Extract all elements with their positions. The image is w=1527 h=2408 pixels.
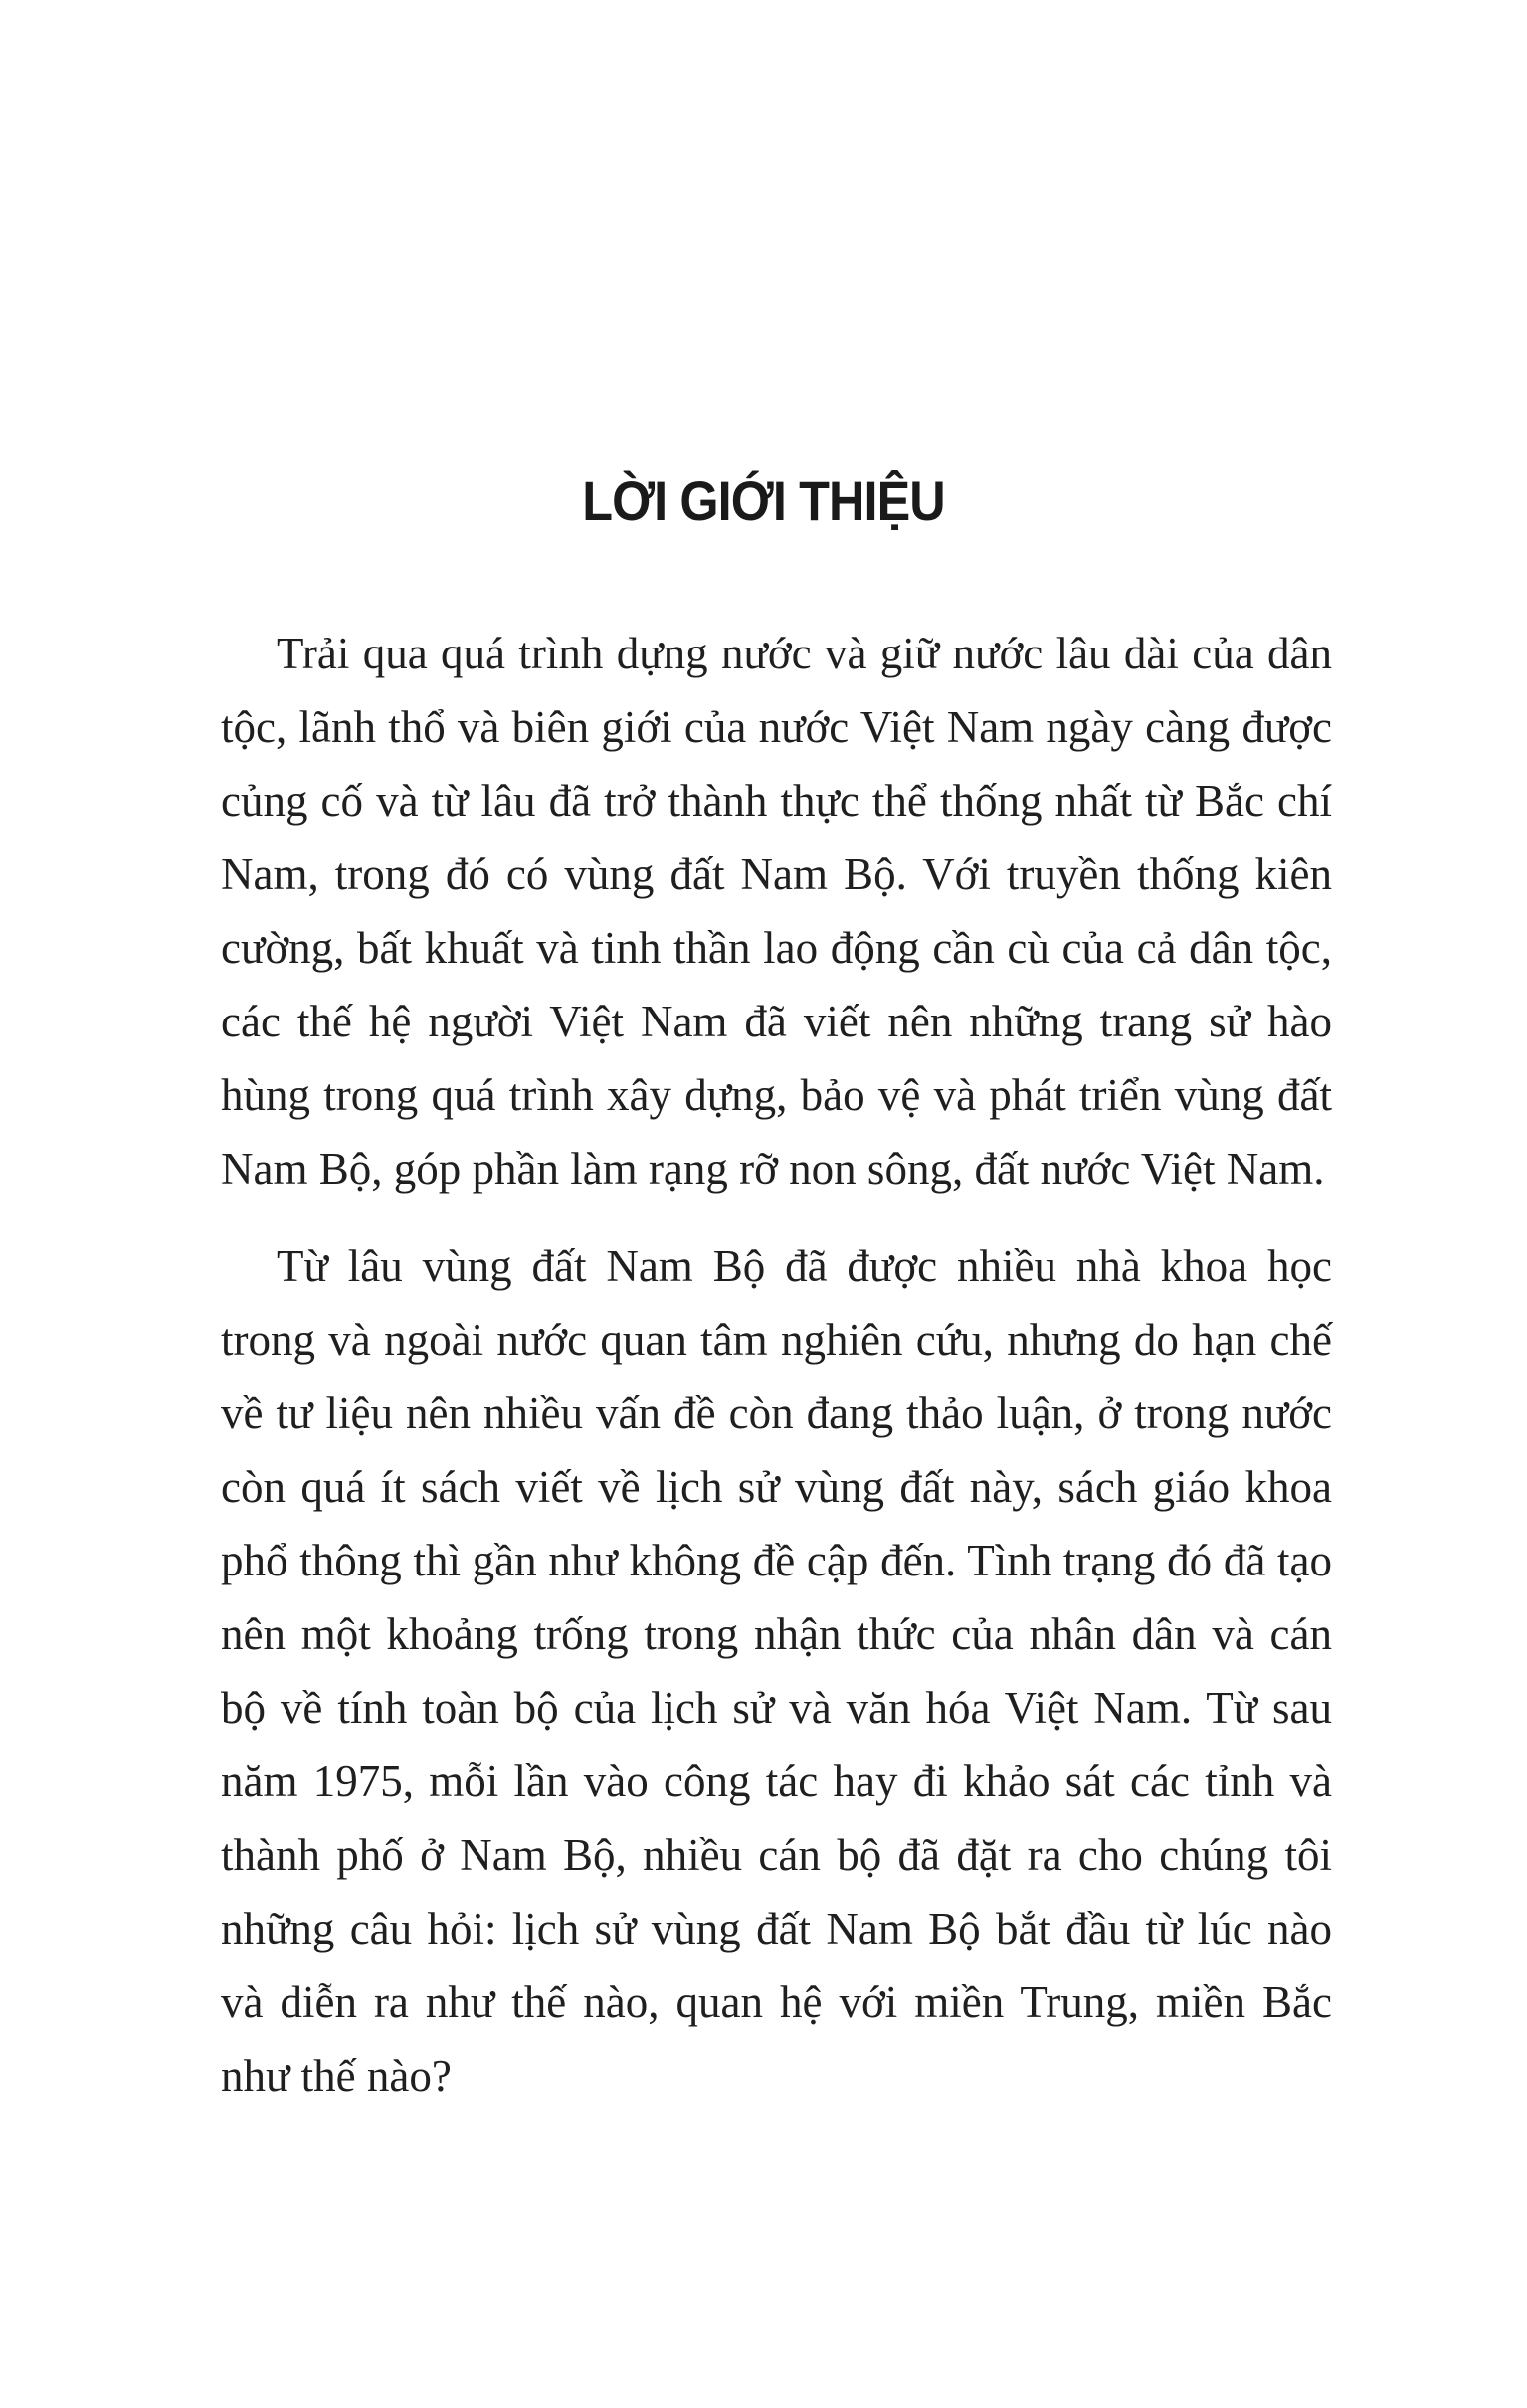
paragraph-2: Từ lâu vùng đất Nam Bộ đã được nhiều nhà khoa học trong và ngoài nước quan tâm nghiên cứu, nhưng do hạn chế về tư liệu nên nhiều vấn đề còn đang thảo luận, ở trong nước còn quá ít sách viết về lịch sử vùng đất này, sách giáo khoa phổ thông thì gần như không đề cập đến. Tình trạng đó đã tạo nên một khoảng trống trong nhận thức của nhân dân và cán bộ về tính toàn bộ của lịch sử và văn hóa Việt Nam. Từ sau năm 1975, mỗi lần vào công tác hay đi khảo sát các tỉnh và thành phố ở Nam Bộ, nhiều cán bộ đã đặt ra cho chúng tôi những câu hỏi: lịch sử vùng đất Nam Bộ bắt đầu từ lúc nào và diễn ra như thế nào, quan hệ với miền Trung, miền Bắc như thế nào?	[221, 1241, 1332, 2101]
paragraph-1: Trải qua quá trình dựng nước và giữ nước lâu dài của dân tộc, lãnh thổ và biên giới của nước Việt Nam ngày càng được củng cố và từ lâu đã trở thành thực thể thống nhất từ Bắc chí Nam, trong đó có vùng đất Nam Bộ. Với truyền thống kiên cường, bất khuất và tinh thần lao động cần cù của cả dân tộc, các thế hệ người Việt Nam đã viết nên những trang sử hào hùng trong quá trình xây dựng, bảo vệ và phát triển vùng đất Nam Bộ, góp phần làm rạng rỡ non sông, đất nước Việt Nam.	[221, 629, 1332, 1194]
body-text	[221, 617, 1332, 2113]
chapter-title: LỜI GIỚI THIỆU	[582, 469, 945, 532]
